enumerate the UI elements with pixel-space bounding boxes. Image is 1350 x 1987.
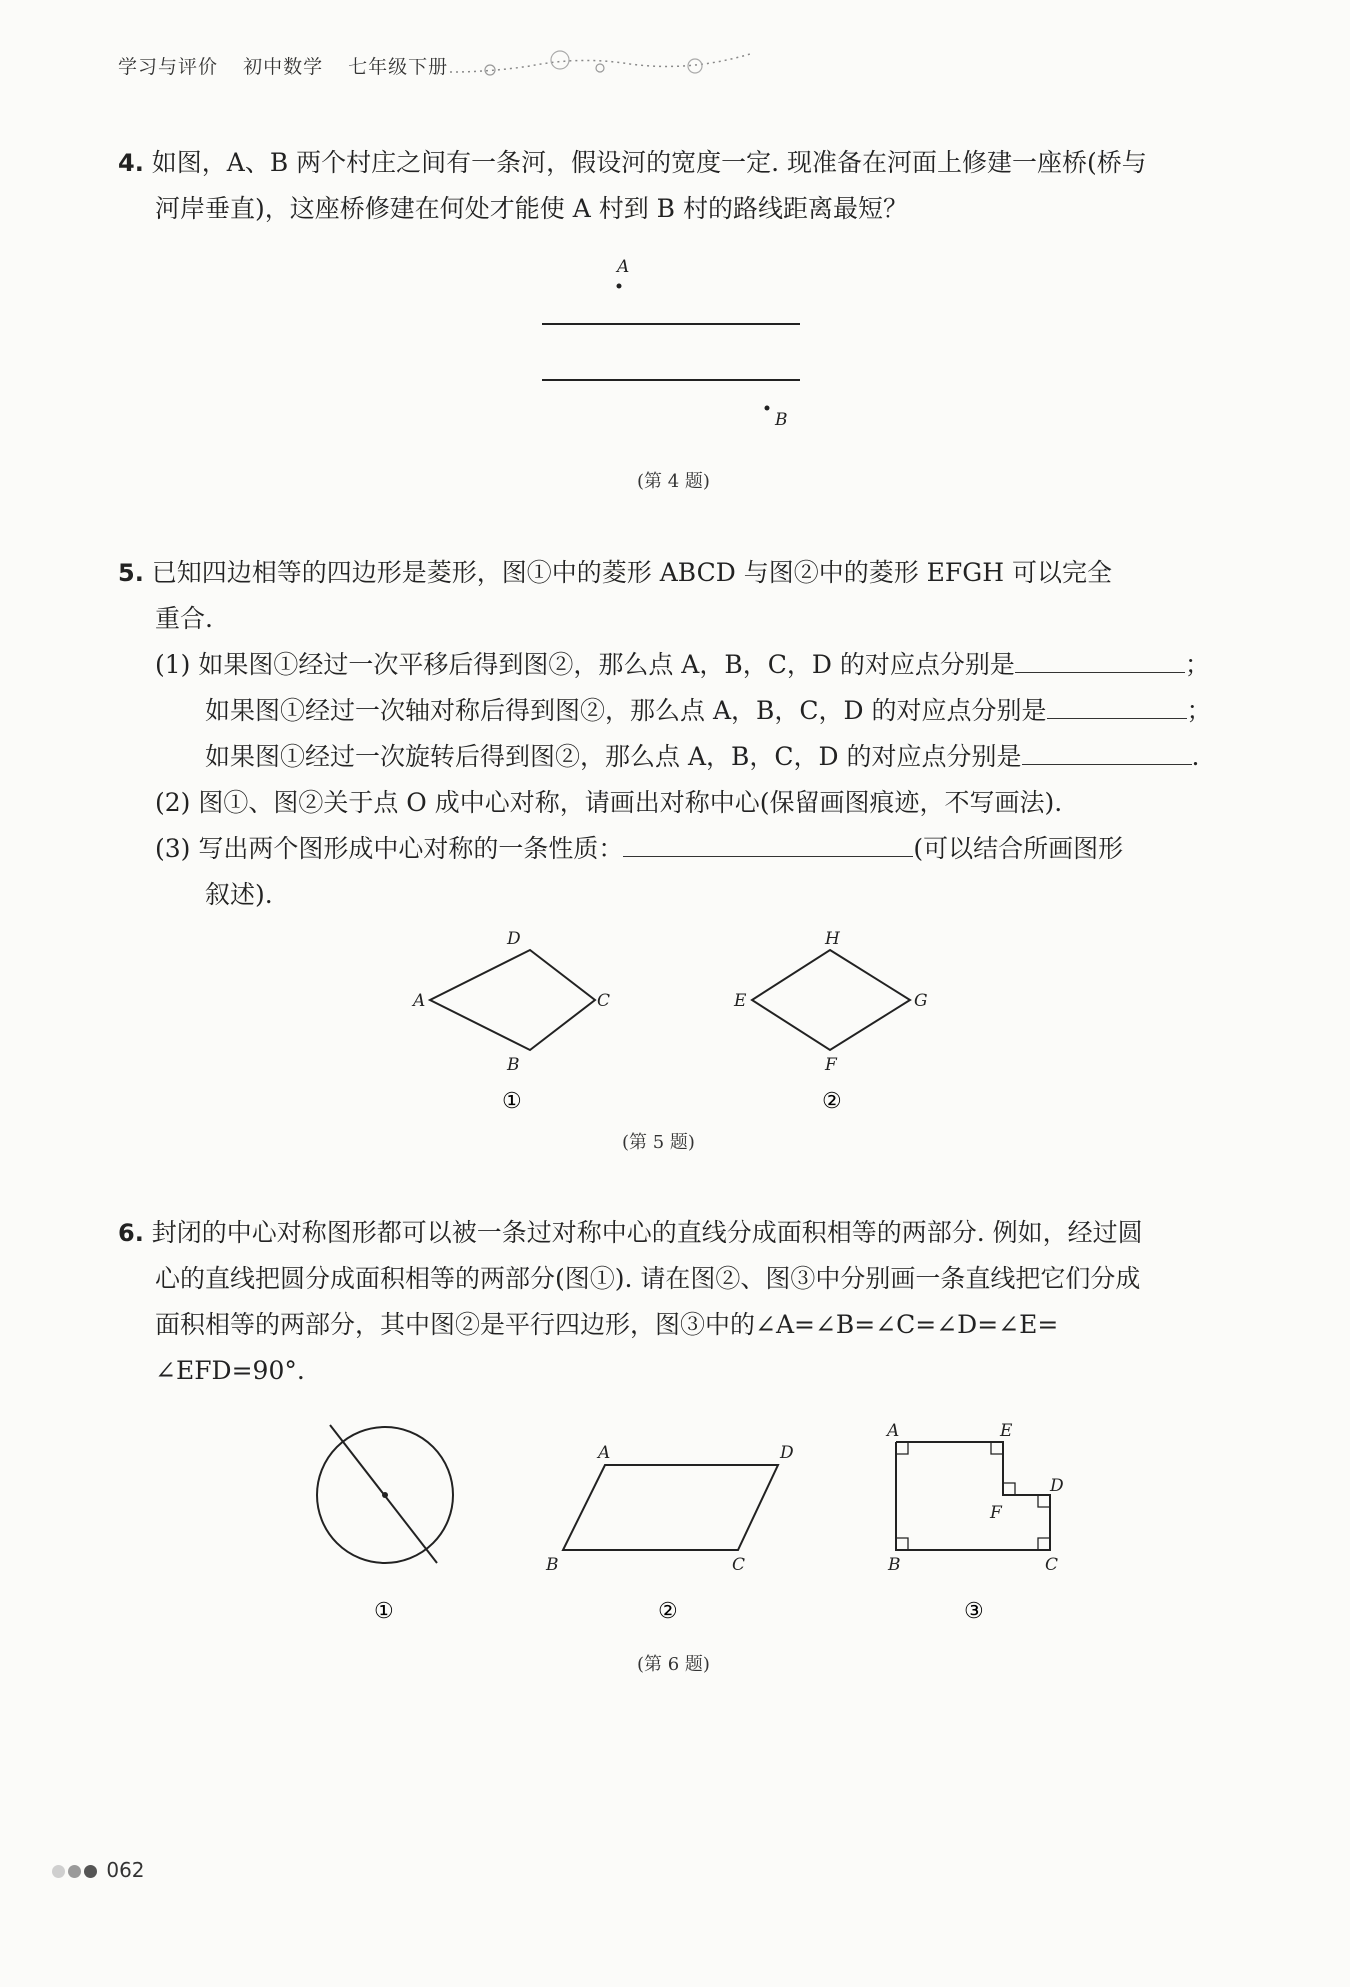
para-label-c: C [732, 1555, 746, 1575]
q5-p1a-text: (1) 如果图①经过一次平移后得到图②，那么点 A，B，C，D 的对应点分别是 [155, 650, 1015, 679]
q5-part2: (2) 图①、图②关于点 O 成中心对称，请画出对称中心(保留画图痕迹，不写画法). [155, 788, 1063, 817]
rhombus-efgh [752, 950, 910, 1050]
q5-part3 [155, 826, 1123, 872]
label-g: G [914, 991, 928, 1011]
q6-figures [300, 1410, 1100, 1640]
poly-label-e: E [1000, 1421, 1013, 1441]
village-b-point [765, 406, 770, 411]
label-c: C [597, 991, 611, 1011]
right-angle-f [1003, 1483, 1015, 1495]
right-angle-d [1038, 1495, 1050, 1507]
q5-part3-line-2: 叙述). [205, 880, 273, 909]
answer-blank-property[interactable] [623, 830, 913, 857]
q5-line-1: 已知四边相等的四边形是菱形，图①中的菱形 ABCD 与图②中的菱形 EFGH 可以完全 [151, 558, 1113, 587]
figure-1-mark: ① [502, 1089, 522, 1114]
q5-line-2: 重合. [155, 604, 213, 633]
q5-p3-end: (可以结合所画图形 [913, 834, 1124, 863]
right-angle-a [896, 1442, 908, 1454]
q6-figure-2-mark: ② [658, 1599, 678, 1624]
q5-text-line-1 [118, 550, 1112, 596]
q5-p1a-end: ； [1184, 650, 1210, 679]
q4-text-line-1 [118, 140, 1147, 186]
grade-volume: 七年级下册 [348, 56, 449, 78]
page-footer [52, 1858, 145, 1882]
q6-number: 6. [118, 1219, 144, 1247]
rhombus-abcd [430, 950, 595, 1050]
q6-line-1: 封闭的中心对称图形都可以被一条过对称中心的直线分成面积相等的两部分. 例如，经过圆 [151, 1218, 1143, 1247]
right-angle-e [991, 1442, 1003, 1454]
q6-caption: (第 6 题) [637, 1654, 710, 1675]
poly-label-b: B [888, 1555, 901, 1575]
label-h: H [825, 929, 840, 949]
q5-number: 5. [118, 559, 144, 587]
q4-label-a: A [617, 257, 630, 277]
q4-river-figure [520, 250, 820, 440]
poly-label-f: F [990, 1503, 1002, 1523]
q6-text-line-1 [118, 1210, 1143, 1256]
q4-line-2: 河岸垂直)，这座桥修建在何处才能使 A 村到 B 村的路线距离最短？ [155, 194, 908, 223]
para-label-b: B [546, 1555, 559, 1575]
q5-rhombus-figures [400, 920, 960, 1120]
right-angle-c [1038, 1538, 1050, 1550]
para-label-d: D [780, 1443, 794, 1463]
page-header [118, 52, 466, 79]
parallelogram-abcd [563, 1465, 778, 1550]
q4-number: 4. [118, 149, 144, 177]
q5-part1-rotation [205, 734, 1199, 780]
q4-line-1: 如图，A、B 两个村庄之间有一条河，假设河的宽度一定. 现准备在河面上修建一座桥(桥与 [151, 148, 1147, 177]
header-decoration [450, 42, 770, 82]
para-label-a: A [598, 1443, 611, 1463]
circle-center [382, 1492, 388, 1498]
label-f: F [825, 1055, 837, 1075]
q5-p3-text: (3) 写出两个图形成中心对称的一条性质： [155, 834, 624, 863]
q6-line-2: 心的直线把圆分成面积相等的两部分(图①). 请在图②、图③中分别画一条直线把它们分成 [155, 1264, 1141, 1293]
q5-p1c-end: . [1191, 742, 1200, 771]
q5-p1c-text: 如果图①经过一次旋转后得到图②，那么点 A，B，C，D 的对应点分别是 [205, 742, 1022, 771]
l-shaped-polygon [896, 1442, 1050, 1550]
subject-level: 初中数学 [243, 56, 324, 78]
answer-blank-reflection[interactable] [1047, 692, 1187, 719]
q6-figure-3-mark: ③ [964, 1599, 984, 1624]
label-b: B [507, 1055, 520, 1075]
q5-p1b-end: ； [1186, 696, 1212, 725]
q5-part1-reflection [205, 688, 1212, 734]
poly-label-c: C [1045, 1555, 1059, 1575]
poly-label-d: D [1050, 1476, 1064, 1496]
footer-dot-2 [68, 1865, 81, 1878]
label-e: E [734, 991, 747, 1011]
q5-caption: (第 5 题) [622, 1132, 695, 1153]
footer-dot-1 [52, 1865, 65, 1878]
right-angle-b [896, 1538, 908, 1550]
figure-2-mark: ② [822, 1089, 842, 1114]
q6-figure-1-mark: ① [374, 1599, 394, 1624]
book-title: 学习与评价 [118, 56, 219, 78]
answer-blank-translation[interactable] [1015, 646, 1185, 673]
q4-label-b: B [775, 410, 788, 430]
q4-caption: (第 4 题) [637, 471, 710, 492]
village-a-point [617, 284, 622, 289]
q5-part1-translation [155, 642, 1210, 688]
label-a: A [413, 991, 426, 1011]
page-number: 062 [106, 1858, 145, 1882]
poly-label-a: A [887, 1421, 900, 1441]
label-d: D [507, 929, 521, 949]
q5-p1b-text: 如果图①经过一次轴对称后得到图②，那么点 A，B，C，D 的对应点分别是 [205, 696, 1047, 725]
q6-line-3: 面积相等的两部分，其中图②是平行四边形，图③中的∠A=∠B=∠C=∠D=∠E= [155, 1310, 1059, 1339]
footer-dot-3 [84, 1865, 97, 1878]
answer-blank-rotation[interactable] [1022, 738, 1192, 765]
q6-line-4: ∠EFD=90°. [155, 1356, 305, 1385]
